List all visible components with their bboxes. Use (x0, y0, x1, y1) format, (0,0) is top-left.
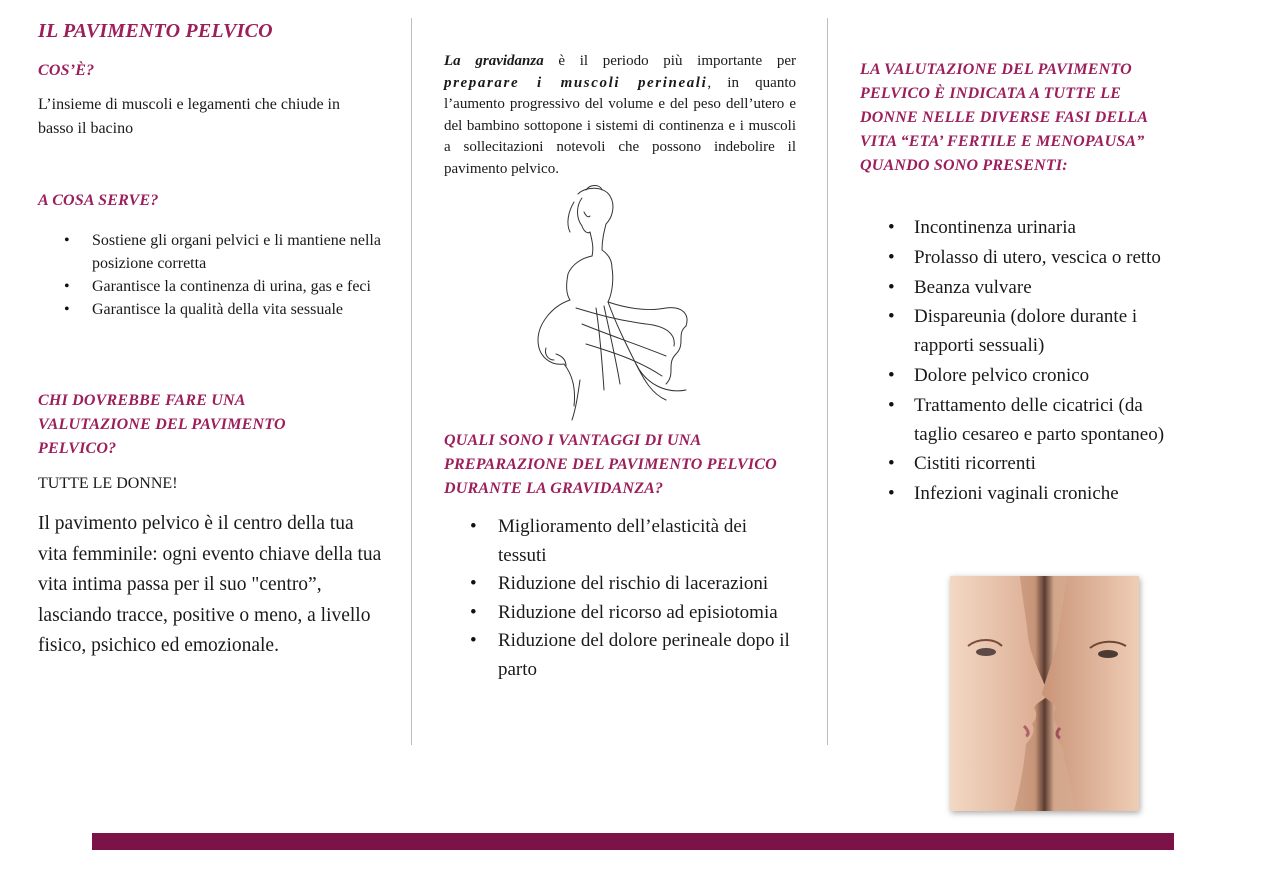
benefits-list (444, 513, 796, 684)
list-item: • Incontinenza urinaria (860, 214, 1180, 243)
list-item: • Garantisce la continenza di urina, gas e feci (38, 275, 388, 298)
answer-tutte-le-donne: TUTTE LE DONNE! (38, 475, 178, 492)
list-item: • Sostiene gli organi pelvici e li mantiene nella posizione corretta (38, 229, 388, 275)
pregnant-woman-illustration (516, 184, 716, 424)
list-item: • Riduzione del dolore perineale dopo il parto (444, 627, 796, 684)
list-item: • Dolore pelvico cronico (860, 362, 1180, 391)
list-item: • Garantisce la qualità della vita sessuale (38, 298, 388, 321)
list-item: • Infezioni vaginali croniche (860, 480, 1180, 509)
heading-chi-dovrebbe: CHI DOVREBBE FARE UNA VALUTAZIONE DEL PAVIMENTO PELVICO? (38, 392, 286, 457)
definition-text: L’insieme di muscoli e legamenti che chiude in basso il bacino (38, 96, 340, 137)
list-item: • Miglioramento dell’elasticità dei tessuti (444, 513, 796, 570)
list-item: • Cistiti ricorrenti (860, 450, 1180, 479)
heading-a-cosa-serve: A COSA SERVE? (38, 192, 159, 209)
footer-bar (92, 833, 1174, 850)
functions-list (38, 229, 388, 321)
intro-emphasis-2: preparare i muscoli perineali (444, 74, 708, 91)
page-title: IL PAVIMENTO PELVICO (38, 20, 273, 42)
intro-emphasis-1: La gravidanza (444, 53, 544, 69)
conditions-list (860, 214, 1180, 510)
heading-valutazione: LA VALUTAZIONE DEL PAVIMENTO PELVICO È INDICATA A TUTTE LE DONNE NELLE DIVERSE FASI DELLA VITA “ETA’ FERTILE E MENOPAUSA” QUANDO SONO PRESENTI: (860, 61, 1148, 174)
list-item: • Riduzione del rischio di lacerazioni (444, 570, 796, 599)
heading-cos-e: COS’È? (38, 62, 95, 79)
list-item: • Prolasso di utero, vescica o retto (860, 244, 1180, 273)
column-divider-2 (827, 18, 828, 745)
list-item: • Dispareunia (dolore durante i rapporti sessuali) (860, 303, 1180, 361)
list-item: • Trattamento delle cicatrici (da taglio cesareo e parto spontaneo) (860, 392, 1180, 450)
list-item: • Riduzione del ricorso ad episiotomia (444, 599, 796, 628)
closing-paragraph: Il pavimento pelvico è il centro della tua vita femminile: ogni evento chiave della tua vita intima passa per il suo "centro”, lasciando tracce, positive o meno, a livello fisico, psichico ed emozionale. (38, 513, 382, 656)
faces-photo (950, 576, 1139, 811)
list-item: • Beanza vulvare (860, 274, 1180, 303)
column-divider-1 (411, 18, 412, 745)
pregnancy-intro: La gravidanza è il periodo più importante per preparare i muscoli perineali, in quanto l’aumento progressivo del volume e del peso dell’utero e del bambino sottopone i sistemi di continenza e i muscoli a sollecitazioni notevoli che possono indebolire il pavimento pelvico. (444, 53, 796, 177)
heading-vantaggi: QUALI SONO I VANTAGGI DI UNA PREPARAZIONE DEL PAVIMENTO PELVICO DURANTE LA GRAVIDANZA? (444, 432, 777, 497)
